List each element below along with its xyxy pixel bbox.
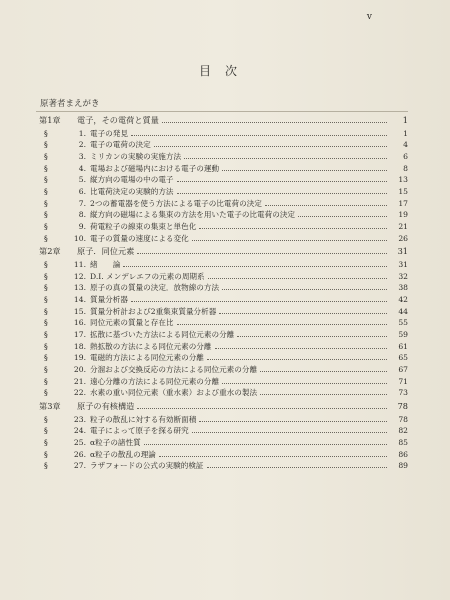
leader-dots (215, 348, 388, 349)
entry-page-number: 82 (398, 426, 408, 436)
leader-dots (199, 421, 387, 422)
entry-title: ミリカンの実験の実施方法 (90, 151, 182, 161)
entry-title: 原子．同位元素 (77, 246, 135, 257)
toc-section (36, 294, 408, 306)
toc-section (36, 151, 408, 163)
leader-dots (298, 216, 387, 217)
entry-page-number: 31 (398, 259, 408, 269)
entry-title: α粒子の散乱の理論 (90, 449, 156, 459)
leader-dots (131, 301, 387, 302)
section-mark: § (44, 283, 48, 293)
chapter-number: 第3章 (39, 401, 61, 412)
entry-page-number: 38 (398, 283, 408, 293)
toc-section (36, 376, 408, 388)
entry-title: 原子の有核構造 (77, 401, 135, 412)
section-mark: § (44, 426, 48, 436)
entry-page-number: 6 (403, 151, 408, 161)
entry-page-number: 4 (403, 140, 408, 150)
entry-title: D.I. メンデレエフの元素の周期系 (90, 271, 205, 281)
leader-dots (237, 336, 387, 337)
section-mark: § (44, 128, 48, 138)
entry-title: 電子の発見 (90, 128, 128, 138)
toc-section (36, 139, 408, 151)
section-number: 8. (78, 210, 86, 220)
leader-dots (260, 394, 387, 395)
entry-page-number: 59 (398, 330, 408, 339)
entry-title: 質量分析器 (90, 294, 128, 304)
leader-dots (208, 278, 387, 279)
leader-dots (265, 205, 387, 206)
entry-page-number: 13 (398, 175, 408, 185)
section-mark: § (44, 175, 48, 185)
section-number: 14. (73, 294, 86, 304)
toc-chapter (36, 246, 408, 259)
toc-section (36, 209, 408, 221)
leader-dots (219, 313, 387, 314)
toc-section (36, 271, 408, 283)
leader-dots (192, 432, 387, 433)
toc-section (36, 352, 408, 364)
toc-section (36, 306, 408, 318)
toc-section (36, 317, 408, 329)
entry-title: 緒 論 (90, 259, 121, 269)
section-number: 18. (73, 341, 86, 351)
entry-page-number: 78 (398, 414, 408, 424)
entry-page-number: 55 (398, 318, 408, 328)
entry-title: 同位元素の質量と存在比 (90, 318, 174, 328)
section-number: 13. (73, 283, 86, 293)
leader-dots (137, 408, 387, 409)
section-number: 17. (73, 330, 86, 339)
chapter-number: 第2章 (39, 246, 61, 257)
section-number: 4. (78, 163, 86, 173)
section-mark: § (44, 414, 48, 424)
leader-dots (177, 181, 387, 182)
section-mark: § (44, 186, 48, 196)
section-mark: § (44, 271, 48, 281)
toc-section (36, 259, 408, 271)
section-mark: § (44, 376, 48, 386)
section-number: 1. (78, 128, 86, 138)
section-number: 23. (73, 414, 86, 424)
section-mark: § (44, 365, 48, 375)
entry-title: 分溜および交換反応の方法による同位元素の分離 (90, 365, 258, 375)
toc-section (36, 221, 408, 233)
section-mark: § (44, 388, 48, 398)
section-mark: § (44, 449, 48, 459)
entry-page-number: 65 (398, 353, 408, 363)
entry-page-number: 1 (402, 115, 408, 125)
entry-title: 電子によって原子を探る研究 (90, 426, 189, 436)
entry-title: 縦方向の磁場による集束の方法を用いた電子の比電荷の決定 (90, 210, 296, 220)
toc-section (36, 282, 408, 294)
toc-chapter (36, 401, 408, 414)
entry-page-number: 85 (398, 438, 408, 447)
entry-title: 2つの蓄電器を使う方法による電子の比電荷の決定 (90, 198, 262, 208)
section-number: 19. (73, 353, 86, 363)
section-mark: § (44, 353, 48, 363)
toc-section (36, 329, 408, 341)
chapter-number: 第1章 (39, 115, 61, 125)
section-number: 12. (73, 271, 86, 281)
entry-page-number: 78 (397, 401, 408, 412)
entry-page-number: 1 (403, 128, 408, 138)
toc-section (36, 163, 408, 175)
leader-dots (222, 383, 387, 384)
toc-section (36, 233, 408, 245)
toc-section (36, 387, 408, 399)
section-number: 5. (78, 175, 86, 185)
section-number: 6. (78, 186, 86, 196)
section-number: 26. (73, 449, 86, 459)
toc-section (36, 364, 408, 376)
toc-section (36, 174, 408, 186)
leader-dots (222, 170, 387, 171)
section-number: 16. (73, 318, 86, 328)
toc-section (36, 341, 408, 353)
divider (36, 111, 408, 112)
entry-page-number: 89 (398, 461, 408, 471)
entry-title: 電子，その電荷と質量 (77, 115, 159, 125)
leader-dots (184, 158, 387, 159)
entry-title: 電磁的方法による同位元素の分離 (90, 353, 204, 363)
leader-dots (144, 444, 387, 445)
section-mark: § (44, 438, 48, 447)
preface-entry: 原著者まえがき (40, 99, 100, 109)
leader-dots (207, 359, 387, 360)
table-of-contents (36, 115, 408, 472)
toc-section (36, 186, 408, 198)
leader-dots (154, 146, 387, 147)
entry-page-number: 44 (398, 306, 408, 316)
toc-section (36, 449, 408, 461)
section-mark: § (44, 233, 48, 243)
section-number: 22. (73, 388, 86, 398)
entry-page-number: 31 (397, 246, 408, 257)
section-number: 20. (73, 365, 86, 375)
entry-title: 縦方向の電場の中の電子 (90, 175, 174, 185)
entry-title: 荷電粒子の線束の集束と単色化 (90, 222, 197, 231)
leader-dots (131, 135, 387, 136)
entry-page-number: 17 (398, 198, 408, 208)
section-number: 10. (73, 233, 86, 243)
toc-section (36, 460, 408, 472)
section-mark: § (44, 222, 48, 231)
leader-dots (162, 122, 387, 123)
leader-dots (159, 456, 387, 457)
section-mark: § (44, 210, 48, 220)
section-number: 24. (73, 426, 86, 436)
section-number: 21. (73, 376, 86, 386)
entry-page-number: 61 (398, 341, 408, 351)
entry-page-number: 15 (398, 186, 408, 196)
entry-title: 遠心分離の方法による同位元素の分離 (90, 376, 220, 386)
entry-page-number: 21 (398, 222, 408, 231)
leader-dots (123, 266, 387, 267)
page-title: 目次 (198, 64, 251, 78)
toc-section (36, 128, 408, 140)
section-number: 27. (73, 461, 86, 471)
section-mark: § (44, 198, 48, 208)
section-number: 7. (78, 198, 86, 208)
entry-title: 熱拡散の方法による同位元素の分離 (90, 341, 212, 351)
entry-title: 質量分析計および2重集束質量分析器 (90, 306, 217, 316)
entry-page-number: 86 (398, 449, 408, 459)
section-mark: § (44, 461, 48, 471)
toc-section (36, 198, 408, 210)
section-mark: § (44, 140, 48, 150)
section-mark: § (44, 163, 48, 173)
entry-title: ラザフォードの公式の実験的検証 (90, 461, 204, 471)
section-mark: § (44, 259, 48, 269)
entry-title: 電子の質量の速度による変化 (90, 233, 189, 243)
toc-section (36, 437, 408, 449)
leader-dots (177, 324, 387, 325)
page-number: v (366, 12, 372, 22)
entry-title: 水素の重い同位元素（重水素）および重水の製法 (90, 388, 258, 398)
entry-page-number: 67 (398, 365, 408, 375)
leader-dots (137, 253, 387, 254)
section-mark: § (44, 341, 48, 351)
entry-title: 拡散に基づいた方法による同位元素の分離 (90, 330, 235, 339)
entry-title: 電子の電荷の決定 (90, 140, 151, 150)
section-number: 15. (73, 306, 86, 316)
entry-title: 原子の真の質量の決定．放物線の方法 (90, 283, 220, 293)
leader-dots (177, 193, 387, 194)
entry-page-number: 32 (398, 271, 408, 281)
section-number: 2. (78, 140, 86, 150)
entry-page-number: 71 (398, 376, 408, 386)
entry-page-number: 19 (398, 210, 408, 220)
section-mark: § (44, 306, 48, 316)
entry-title: 電場および磁場内における電子の運動 (90, 163, 220, 173)
section-number: 11. (73, 259, 86, 269)
leader-dots (199, 228, 387, 229)
leader-dots (192, 240, 387, 241)
section-mark: § (44, 330, 48, 339)
entry-title: 比電荷決定の実験的方法 (90, 186, 174, 196)
entry-page-number: 26 (398, 233, 408, 243)
entry-title: α粒子の諸性質 (90, 438, 141, 447)
toc-chapter (36, 115, 408, 128)
toc-section (36, 425, 408, 437)
leader-dots (207, 467, 387, 468)
entry-page-number: 8 (403, 163, 408, 173)
section-number: 9. (78, 222, 86, 231)
section-number: 25. (73, 438, 86, 447)
section-mark: § (44, 151, 48, 161)
leader-dots (260, 371, 387, 372)
leader-dots (222, 289, 387, 290)
section-mark: § (44, 294, 48, 304)
section-mark: § (44, 318, 48, 328)
section-number: 3. (78, 151, 86, 161)
entry-title: 粒子の散乱に対する有効断面積 (90, 414, 197, 424)
entry-page-number: 42 (398, 294, 408, 304)
toc-section (36, 414, 408, 426)
entry-page-number: 73 (398, 388, 408, 398)
